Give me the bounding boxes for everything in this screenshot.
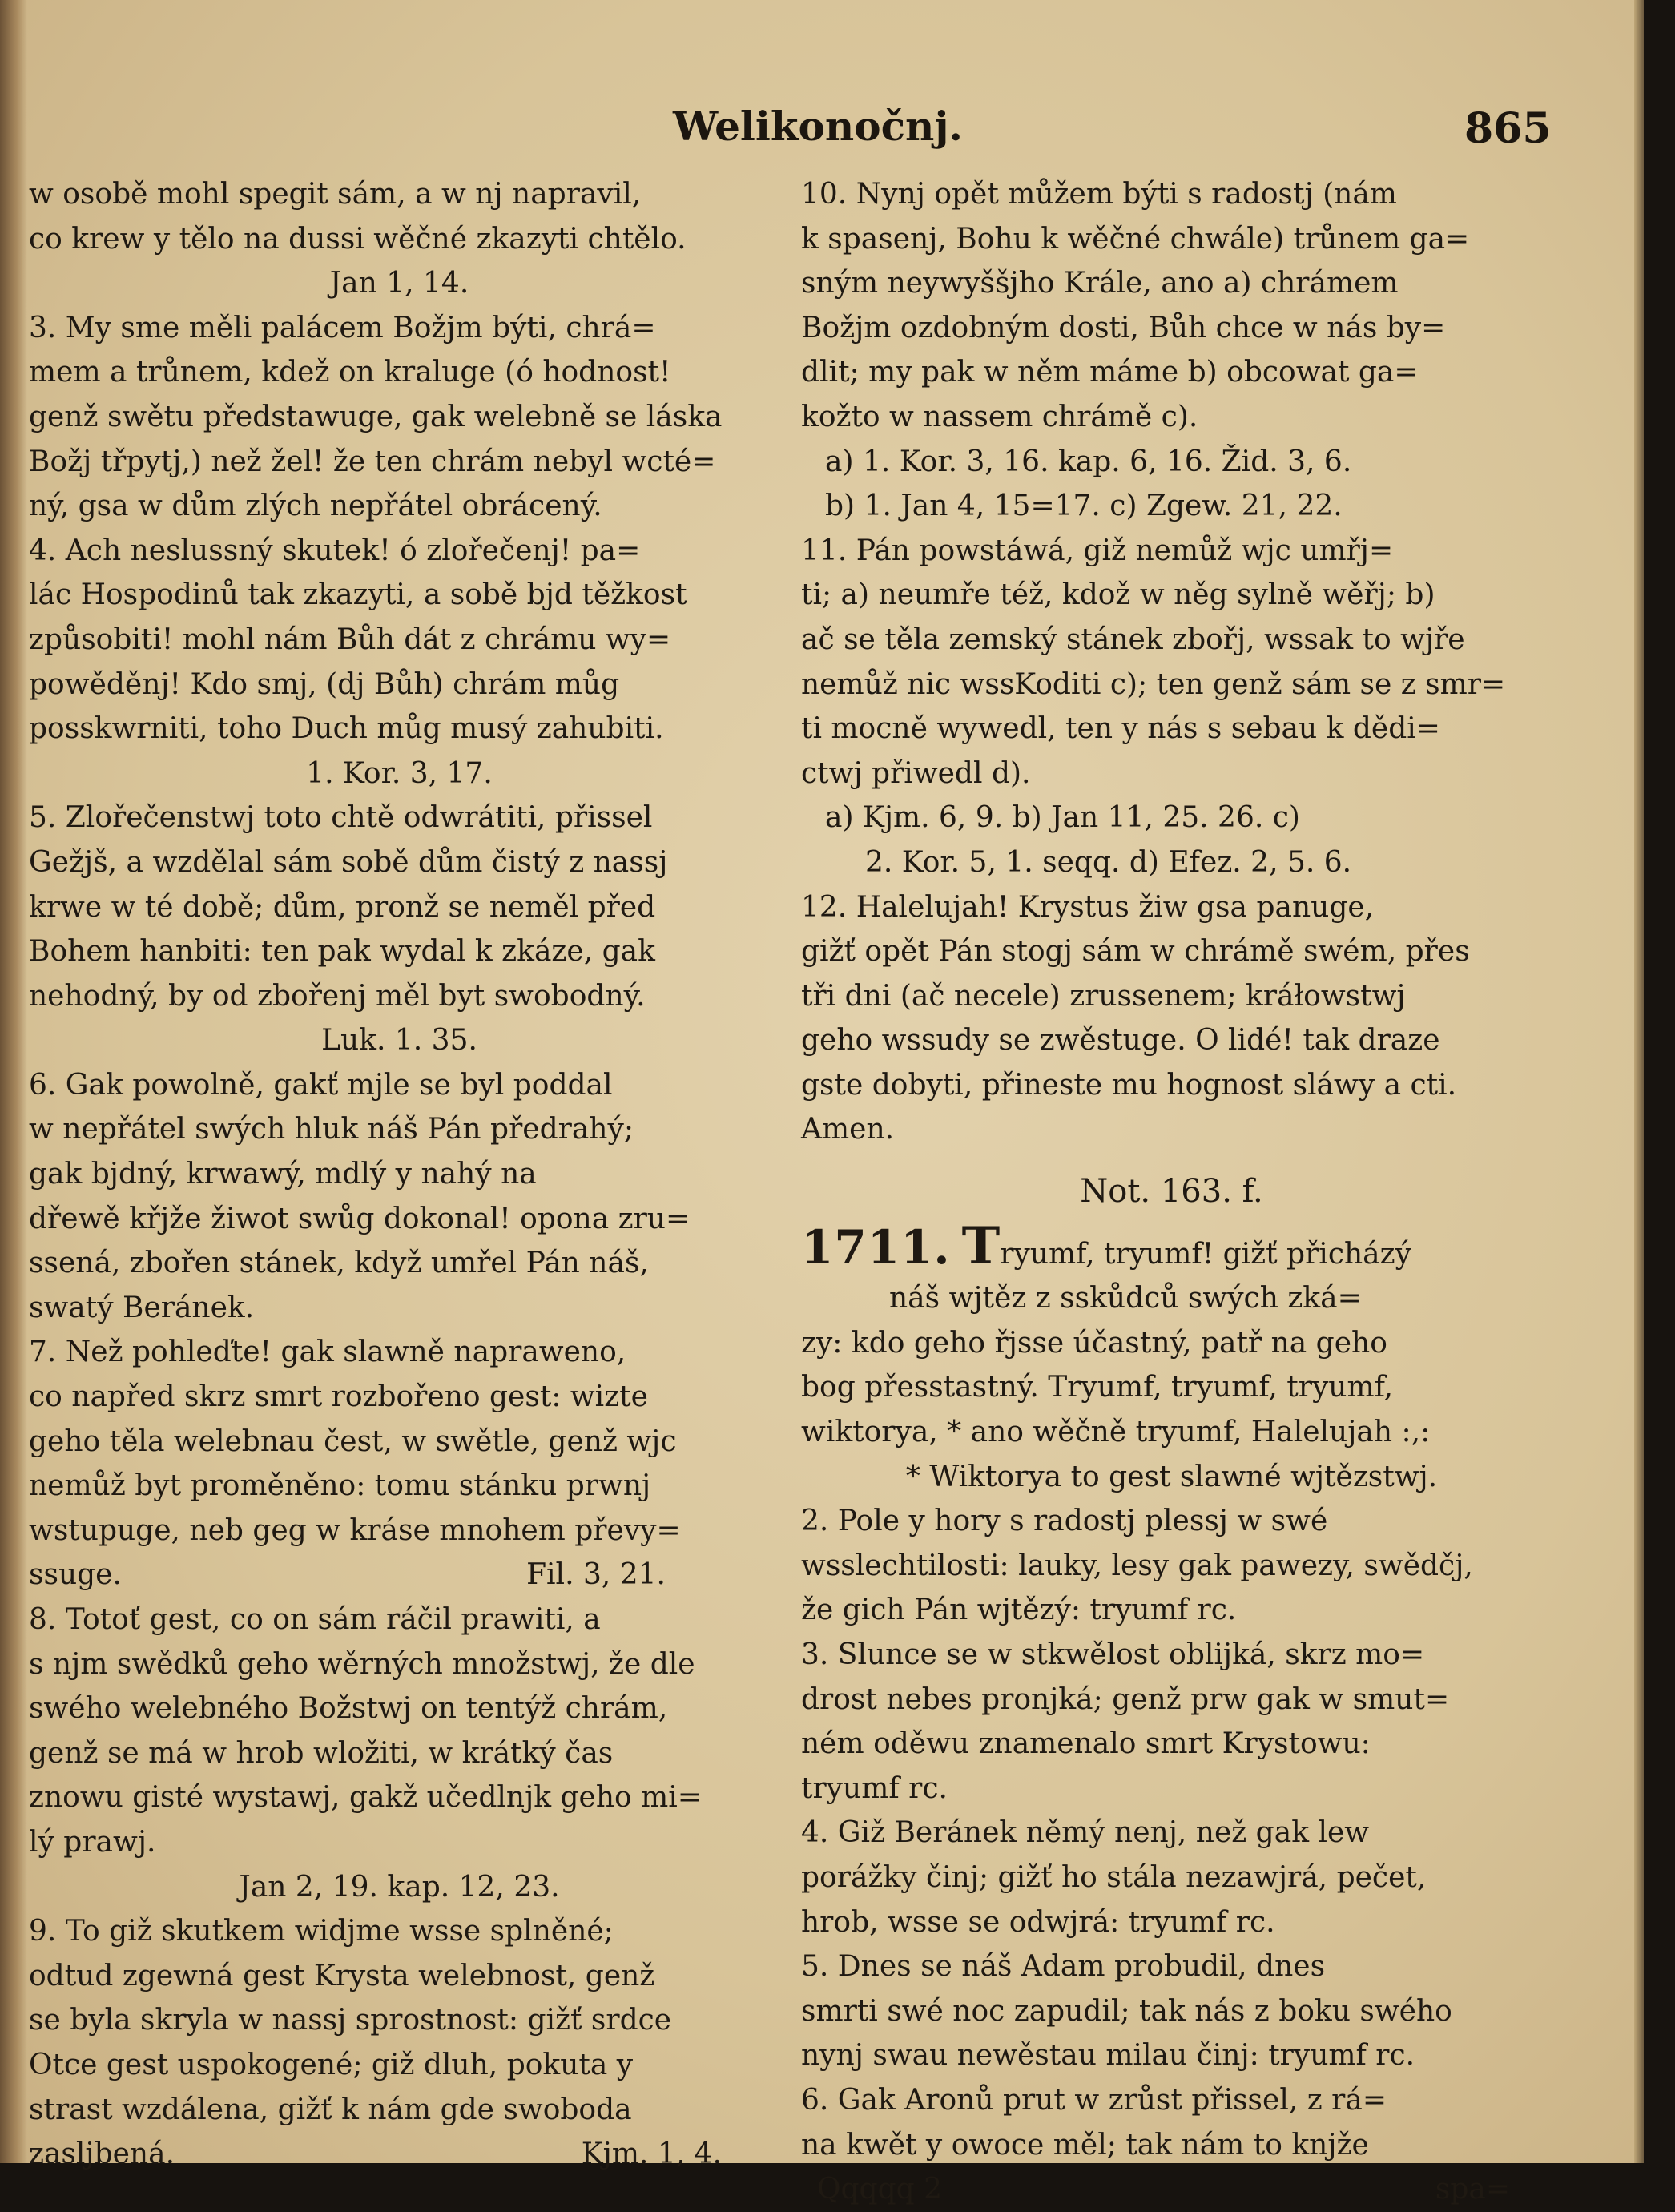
- text-fragment: ssuge.: [29, 1558, 122, 1592]
- text-line: k spasenj, Bohu k wěčné chwále) trůnem ga=: [801, 222, 1470, 256]
- hymn-line: bog přesstastný. Tryumf, tryumf, tryumf,: [801, 1371, 1394, 1404]
- text-line: lác Hospodinů tak zkazyti, a sobě bjd těžkost: [29, 578, 687, 612]
- text-line: powěděnj! Kdo smj, (dj Bůh) chrám můg: [29, 667, 620, 701]
- hymn-line: 2. Pole y hory s radostj plessj w swé: [801, 1505, 1328, 1538]
- footnote-line: a) Kjm. 6, 9. b) Jan 11, 25. 26. c): [825, 801, 1300, 835]
- footnote-line: b) 1. Jan 4, 15=17. c) Zgew. 21, 22.: [825, 490, 1343, 523]
- text-line: lý prawj.: [29, 1825, 156, 1859]
- text-line: 4. Ach neslussný skutek! ó zlořečenj! pa=: [29, 534, 641, 567]
- text-line: Otce gest uspokogené; giž dluh, pokuta y: [29, 2048, 634, 2081]
- scripture-reference: Fil. 3, 21.: [526, 1558, 666, 1592]
- text-line: genž se má w hrob wložiti, w krátký čas: [29, 1736, 614, 1770]
- running-title: Welikonočnj.: [673, 103, 963, 150]
- text-line: Amen.: [801, 1113, 895, 1146]
- text-line: co krew y tělo na dussi wěčné zkazyti chtělo.: [29, 222, 687, 256]
- text-line: sným neywyššjho Krále, ano a) chrámem: [801, 267, 1399, 300]
- text-line: nemůž nic wssKoditi c); ten genž sám se z smr=: [801, 667, 1506, 701]
- text-line: odtud zgewná gest Krysta welebnost, genž: [29, 1959, 655, 1992]
- text-line: ti mocně wywedl, ten y nás s sebau k dědi=: [801, 712, 1440, 746]
- text-line: 9. To giž skutkem widjme wsse splněné;: [29, 1915, 614, 1948]
- hymn-line: na kwět y owoce měl; tak nám to knjže: [801, 2128, 1369, 2162]
- page-gutter: [0, 0, 27, 2163]
- text-line: swého welebného Božstwj on tentýž chrám,: [29, 1692, 668, 1726]
- hymn-line: 4. Giž Beránek němý nenj, než gak lew: [801, 1816, 1370, 1850]
- text-line: swatý Beránek.: [29, 1291, 255, 1324]
- hymn-line: ném oděwu znamenalo smrt Krystowu:: [801, 1727, 1371, 1761]
- text-line: geho těla welebnau čest, w swětle, genž wjc: [29, 1424, 677, 1458]
- text-line: 3. My sme měli palácem Božjm býti, chrá=: [29, 311, 656, 344]
- text-line: Božj třpytj,) než žel! že ten chrám nebyl wcté=: [29, 445, 716, 478]
- text-line-with-ref: [29, 2132, 770, 2177]
- text-line: ný, gsa w dům zlých nepřátel obrácený.: [29, 490, 602, 523]
- text-line: posskwrniti, toho Duch můg musý zahubiti.: [29, 712, 664, 746]
- text-line: 8. Totoť gest, co on sám ráčil prawiti, a: [29, 1603, 601, 1636]
- hymn-line: 3. Slunce se w stkwělost oblijká, skrz mo=: [801, 1638, 1425, 1671]
- text-line: ctwj přiwedl d).: [801, 756, 1031, 790]
- text-line: strast wzdálena, gižť k nám gde swoboda: [29, 2093, 632, 2126]
- hymn-line: drost nebes pronjká; genž prw gak w smut=: [801, 1682, 1450, 1716]
- hymn-line: 6. Gak Aronů prut w zrůst přissel, z rá=: [801, 2083, 1387, 2117]
- hymn-line: 5. Dnes se náš Adam probudil, dnes: [801, 1950, 1326, 1984]
- right-column: [801, 172, 1542, 2212]
- text-line: znowu gisté wystawj, gakž učedlnjk geho mi=: [29, 1781, 702, 1815]
- page-footer: [801, 2167, 1542, 2212]
- text-line: s njm swědků geho wěrných množstwj, že dle: [29, 1647, 695, 1681]
- text-line: gižť opět Pán stogj sám w chrámě swém, přes: [801, 935, 1470, 969]
- hymn-line: smrti swé noc zapudil; tak nás z boku swého: [801, 1994, 1452, 2028]
- text-line: kožto w nassem chrámě c).: [801, 400, 1198, 433]
- text-line: gak bjdný, krwawý, mdlý y nahý na: [29, 1158, 537, 1191]
- hymn-line: že gich Pán wjtězý: tryumf rc.: [801, 1594, 1237, 1627]
- text-line: genž swětu předstawuge, gak welebně se láska: [29, 400, 723, 433]
- hymn-line: tryumf rc.: [801, 1771, 948, 1805]
- text-line: Gežjš, a wzdělal sám sobě dům čistý z nassj: [29, 845, 668, 879]
- text-line: tři dni (ač necele) zrussenem; kráłowstwj: [801, 979, 1406, 1013]
- hymn-first-line: [801, 1215, 1542, 1277]
- page-header: [0, 103, 1642, 167]
- hymn-line: wiktorya, * ano wěčně tryumf, Halelujah :,:: [801, 1416, 1431, 1449]
- hymn-line: zy: kdo geho řjsse účastný, patř na geho: [801, 1326, 1387, 1360]
- hymn-line: porážky činj; gižť ho stála nezawjrá, pečet,: [801, 1860, 1427, 1894]
- text-line: způsobiti! mohl nám Bůh dát z chrámu wy=: [29, 623, 671, 656]
- drop-cap: T: [961, 1215, 1001, 1276]
- page-edge: [1634, 0, 1644, 2163]
- text-line: dřewě křjže žiwot swůg dokonal! opona zru=: [29, 1202, 691, 1235]
- text-line: ač se těla zemský stánek zbořj, wssak to wjře: [801, 623, 1465, 656]
- text-line: krwe w té době; dům, pronž se neměl před: [29, 890, 656, 924]
- text-line-with-ref: [29, 1553, 770, 1598]
- text-line: 10. Nynj opět můžem býti s radostj (nám: [801, 178, 1397, 211]
- text-line: 12. Halelujah! Krystus žiw gsa panuge,: [801, 890, 1375, 924]
- text-fragment: zasljbená.: [29, 2137, 175, 2171]
- text-line: 11. Pán powstáwá, giž nemůž wjc umřj=: [801, 534, 1394, 567]
- scripture-reference: Kjm. 1, 4.: [581, 2137, 722, 2171]
- text-fragment: ryumf, tryumf! gižť přicházý: [1000, 1237, 1411, 1271]
- hymn-number: 1711.: [801, 1219, 951, 1275]
- hymn-line: náš wjtěz z sskůdců swých zká=: [889, 1282, 1362, 1316]
- scripture-reference: 1. Kor. 3, 17.: [306, 756, 493, 790]
- text-line: 6. Gak powolně, gakť mjle se byl poddal: [29, 1068, 613, 1102]
- text-line: ti; a) neumře též, kdož w něg sylně wěřj; b): [801, 578, 1435, 612]
- hymn-footnote: * Wiktorya to gest slawné wjtězstwj.: [905, 1460, 1438, 1493]
- left-column: [29, 172, 770, 2177]
- hymn-line: nynj swau newěstau milau činj: tryumf rc.: [801, 2039, 1415, 2073]
- text-line: nemůž byt proměněno: tomu stánku prwnj: [29, 1469, 651, 1503]
- catchword: spa=: [1435, 2173, 1510, 2206]
- text-line: wstupuge, neb geg w kráse mnohem převy=: [29, 1513, 681, 1547]
- page-number: 865: [1464, 104, 1552, 153]
- footnote-line: 2. Kor. 5, 1. seqq. d) Efez. 2, 5. 6.: [865, 845, 1352, 879]
- melody-note: Not. 163. f.: [1080, 1173, 1263, 1211]
- text-line: Bohem hanbiti: ten pak wydal k zkáze, gak: [29, 935, 655, 969]
- text-line: ssená, zbořen stánek, když umřel Pán náš,: [29, 1247, 649, 1280]
- text-line: mem a trůnem, kdež on kraluge (ó hodnost!: [29, 356, 671, 389]
- text-line: dlit; my pak w něm máme b) obcowat ga=: [801, 356, 1419, 389]
- text-line: w nepřátel swých hluk náš Pán předrahý;: [29, 1113, 634, 1146]
- hymn-line: wsslechtilosti: lauky, lesy gak pawezy, swědčj,: [801, 1549, 1473, 1582]
- text-line: nehodný, by od zbořenj měl byt swobodný.: [29, 979, 646, 1013]
- text-line: gste dobyti, přineste mu hognost sláwy a cti.: [801, 1068, 1457, 1102]
- scripture-reference: Jan 1, 14.: [329, 267, 469, 300]
- signature-mark: Qqqqq 2: [817, 2173, 943, 2206]
- scripture-reference: Jan 2, 19. kap. 12, 23.: [239, 1870, 560, 1904]
- text-line: Božjm ozdobným dosti, Bůh chce w nás by=: [801, 311, 1446, 344]
- text-line: co napřed skrz smrt rozbořeno gest: wizte: [29, 1380, 648, 1414]
- footnote-line: a) 1. Kor. 3, 16. kap. 6, 16. Žid. 3, 6.: [825, 445, 1352, 478]
- text-line: 5. Zlořečenstwj toto chtě odwrátiti, přissel: [29, 801, 653, 835]
- hymn-line: hrob, wsse se odwjrá: tryumf rc.: [801, 1905, 1275, 1939]
- text-line: w osobě mohl spegit sám, a w nj napravil,: [29, 178, 642, 211]
- text-line: 7. Než pohleďte! gak slawně napraweno,: [29, 1336, 626, 1369]
- text-line: geho wssudy se zwěstuge. O lidé! tak draze: [801, 1024, 1440, 1058]
- text-line: se byla skryla w nassj sprostnost: gižť srdce: [29, 2004, 672, 2037]
- scripture-reference: Luk. 1. 35.: [321, 1024, 477, 1058]
